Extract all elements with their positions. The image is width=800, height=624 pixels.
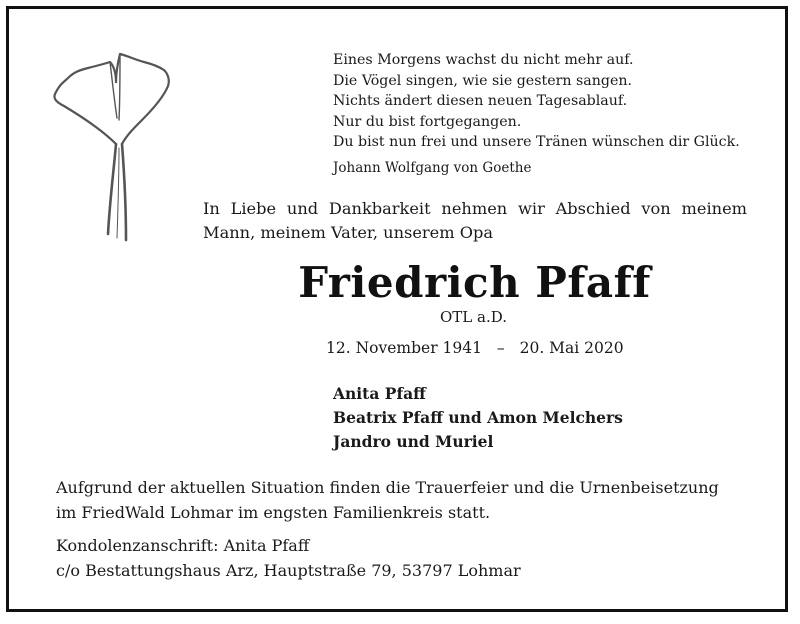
life-dates <box>326 337 624 359</box>
address-line: c/o Bestattungshaus Arz, Hauptstraße 79, 53797 Lohmar <box>56 561 521 580</box>
poem-author: Johann Wolfgang von Goethe <box>333 159 532 176</box>
notice-line: Aufgrund der aktuellen Situation finden die Trauerfeier und die Urnenbeisetzung <box>56 478 719 497</box>
intro-text: In Liebe und Dankbarkeit nehmen wir Abschied von meinem Mann, meinem Vater, unserem Opa <box>203 199 747 242</box>
poem-line: Nur du bist fortgegangen. <box>333 113 522 130</box>
death-date: 20. Mai 2020 <box>519 339 624 357</box>
date-separator: – <box>496 339 505 357</box>
family-member: Anita Pfaff <box>333 384 426 403</box>
deceased-name: Friedrich Pfaff <box>298 258 651 307</box>
birth-date: 12. November 1941 <box>326 339 482 357</box>
family-member: Jandro und Muriel <box>333 432 494 451</box>
notice-line: im FriedWald Lohmar im engsten Familienkreis statt. <box>56 503 491 522</box>
poem-line: Nichts ändert diesen neuen Tagesablauf. <box>333 93 628 109</box>
condolence-address <box>56 533 748 583</box>
ceremony-notice <box>56 475 748 525</box>
poem <box>333 50 773 178</box>
address-line: Kondolenzanschrift: Anita Pfaff <box>56 536 310 555</box>
poem-line: Die Vögel singen, wie sie gestern sangen. <box>333 72 633 89</box>
family-member: Beatrix Pfaff und Amon Melchers <box>333 408 623 427</box>
poem-line: Du bist nun frei und unsere Tränen wünschen dir Glück. <box>333 134 740 150</box>
poem-line: Eines Morgens wachst du nicht mehr auf. <box>333 52 634 68</box>
deceased-rank: OTL a.D. <box>439 308 507 326</box>
ginkgo-leaf-icon <box>44 48 174 248</box>
family-list <box>333 382 623 454</box>
